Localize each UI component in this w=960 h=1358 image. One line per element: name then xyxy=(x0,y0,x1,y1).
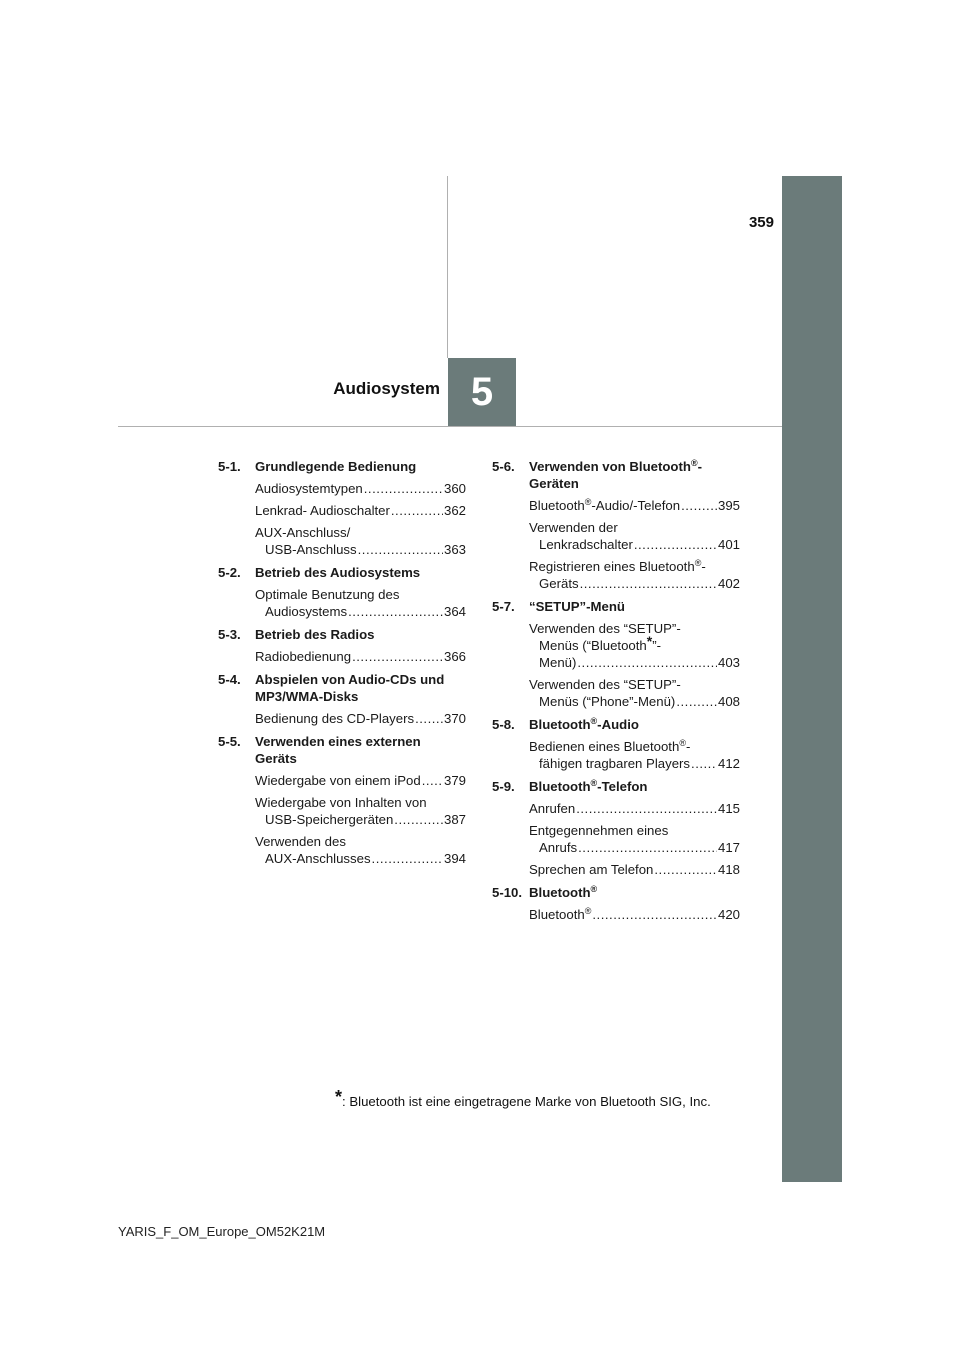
section-number: 5-10. xyxy=(492,885,523,900)
page-ref: 379 xyxy=(443,773,466,788)
page-ref: 408 xyxy=(717,694,740,709)
page-ref: 362 xyxy=(443,503,466,518)
toc-entry[interactable]: Verwenden des AUX-Anschlusses ..... 394 xyxy=(255,833,466,867)
toc-section-5-7 xyxy=(492,598,740,710)
section-title: Betrieb des Audiosystems xyxy=(255,565,421,580)
section-number: 5-6. xyxy=(492,459,515,474)
page-number: 359 xyxy=(748,214,774,231)
toc-entry[interactable]: Optimale Benutzung des Audiosystems ..... 364 xyxy=(255,586,466,620)
toc-entry[interactable]: Wiedergabe von Inhalten von USB-Speichergeräten ..... 387 xyxy=(255,794,466,828)
section-number: 5-5. xyxy=(218,734,241,749)
section-title: Bluetooth® xyxy=(529,884,598,900)
toc-entry[interactable]: Registrieren eines Bluetooth®- Geräts ..... 402 xyxy=(529,558,740,592)
page-ref: 415 xyxy=(717,801,740,816)
toc-entry[interactable]: AUX-Anschluss/ USB-Anschluss ..... 363 xyxy=(255,524,466,558)
footnote xyxy=(335,1087,711,1109)
asterisk-mark: * xyxy=(335,1087,343,1107)
section-number: 5-1. xyxy=(218,459,241,474)
page-ref: 387 xyxy=(443,812,466,827)
toc-left-column xyxy=(218,458,466,873)
asterisk-mark: * xyxy=(646,633,653,649)
page-ref: 395 xyxy=(717,498,740,513)
page-ref: 420 xyxy=(717,907,740,922)
section-number: 5-7. xyxy=(492,599,515,614)
section-title: Verwenden eines externen Geräts xyxy=(255,734,421,766)
page-ref: 360 xyxy=(443,481,466,496)
chapter-number-box: 5 xyxy=(448,358,516,426)
toc-entry[interactable]: Entgegennehmen eines Anrufs ..... 417 xyxy=(529,822,740,856)
chapter-title: Audiosystem xyxy=(333,379,440,398)
section-number: 5-4. xyxy=(218,672,241,687)
section-title: Abspielen von Audio-CDs und MP3/WMA-Disks xyxy=(255,672,445,704)
toc-section-5-9 xyxy=(492,778,740,878)
toc-entry[interactable]: Sprechen am Telefon ..... 418 xyxy=(529,861,740,878)
page-ref: 418 xyxy=(717,862,740,877)
toc-section-5-6 xyxy=(492,458,740,592)
toc-entry[interactable]: Bedienung des CD-Players ..... 370 xyxy=(255,710,466,727)
toc-section-5-5 xyxy=(218,733,466,867)
toc-entry[interactable]: Bluetooth®-Audio/-Telefon ..... 395 xyxy=(529,497,740,514)
section-number: 5-3. xyxy=(218,627,241,642)
toc-section-5-4 xyxy=(218,671,466,727)
toc-section-5-3 xyxy=(218,626,466,665)
toc-section-5-1 xyxy=(218,458,466,558)
section-title: “SETUP”-Menü xyxy=(529,599,625,614)
page-ref: 412 xyxy=(717,756,740,771)
page-ref: 363 xyxy=(443,542,466,557)
page-ref: 394 xyxy=(443,851,466,866)
toc-section-5-10 xyxy=(492,884,740,923)
toc-entry[interactable]: Verwenden der Lenkradschalter ..... 401 xyxy=(529,519,740,553)
toc-entry[interactable]: Bluetooth® ..... 420 xyxy=(529,906,740,923)
section-number: 5-8. xyxy=(492,717,515,732)
section-title: Grundlegende Bedienung xyxy=(255,459,417,474)
page-ref: 402 xyxy=(717,576,740,591)
section-title: Bluetooth®-Telefon xyxy=(529,778,648,794)
toc-entry[interactable]: Lenkrad- Audioschalter ..... 362 xyxy=(255,502,466,519)
header-horizontal-rule xyxy=(118,426,782,427)
chapter-side-tab xyxy=(782,176,842,1182)
document-footer-code: YARIS_F_OM_Europe_OM52K21M xyxy=(118,1224,326,1239)
toc-section-5-8 xyxy=(492,716,740,772)
toc-entry[interactable]: Audiosystemtypen ..... 360 xyxy=(255,480,466,497)
page-ref: 370 xyxy=(443,711,466,726)
page-ref: 401 xyxy=(717,537,740,552)
toc-entry[interactable]: Wiedergabe von einem iPod ..... 379 xyxy=(255,772,466,789)
toc-section-5-2 xyxy=(218,564,466,620)
section-number: 5-9. xyxy=(492,779,515,794)
toc-right-column xyxy=(492,458,740,929)
section-title: Verwenden von Bluetooth®- Geräten xyxy=(529,458,702,491)
toc-entry[interactable]: Verwenden des “SETUP”- Menüs (“Phone”-Menü) ..... 408 xyxy=(529,676,740,710)
toc-entry[interactable]: Bedienen eines Bluetooth®- fähigen tragbaren Players ..... 412 xyxy=(529,738,740,772)
section-number: 5-2. xyxy=(218,565,241,580)
section-title: Betrieb des Radios xyxy=(255,627,375,642)
toc-entry[interactable]: Verwenden des “SETUP”- Menüs (“Bluetooth*”- Menü) ..... 403 xyxy=(529,620,740,671)
section-title: Bluetooth®-Audio xyxy=(529,716,639,732)
toc-entry[interactable]: Anrufen ..... 415 xyxy=(529,800,740,817)
footnote-text: : Bluetooth ist eine eingetragene Marke von Bluetooth SIG, Inc. xyxy=(342,1094,711,1109)
toc-entry[interactable]: Radiobedienung ..... 366 xyxy=(255,648,466,665)
header-vertical-rule xyxy=(447,176,448,358)
page-ref: 417 xyxy=(717,840,740,855)
page-ref: 366 xyxy=(443,649,466,664)
page-ref: 403 xyxy=(717,655,740,670)
page-ref: 364 xyxy=(443,604,466,619)
